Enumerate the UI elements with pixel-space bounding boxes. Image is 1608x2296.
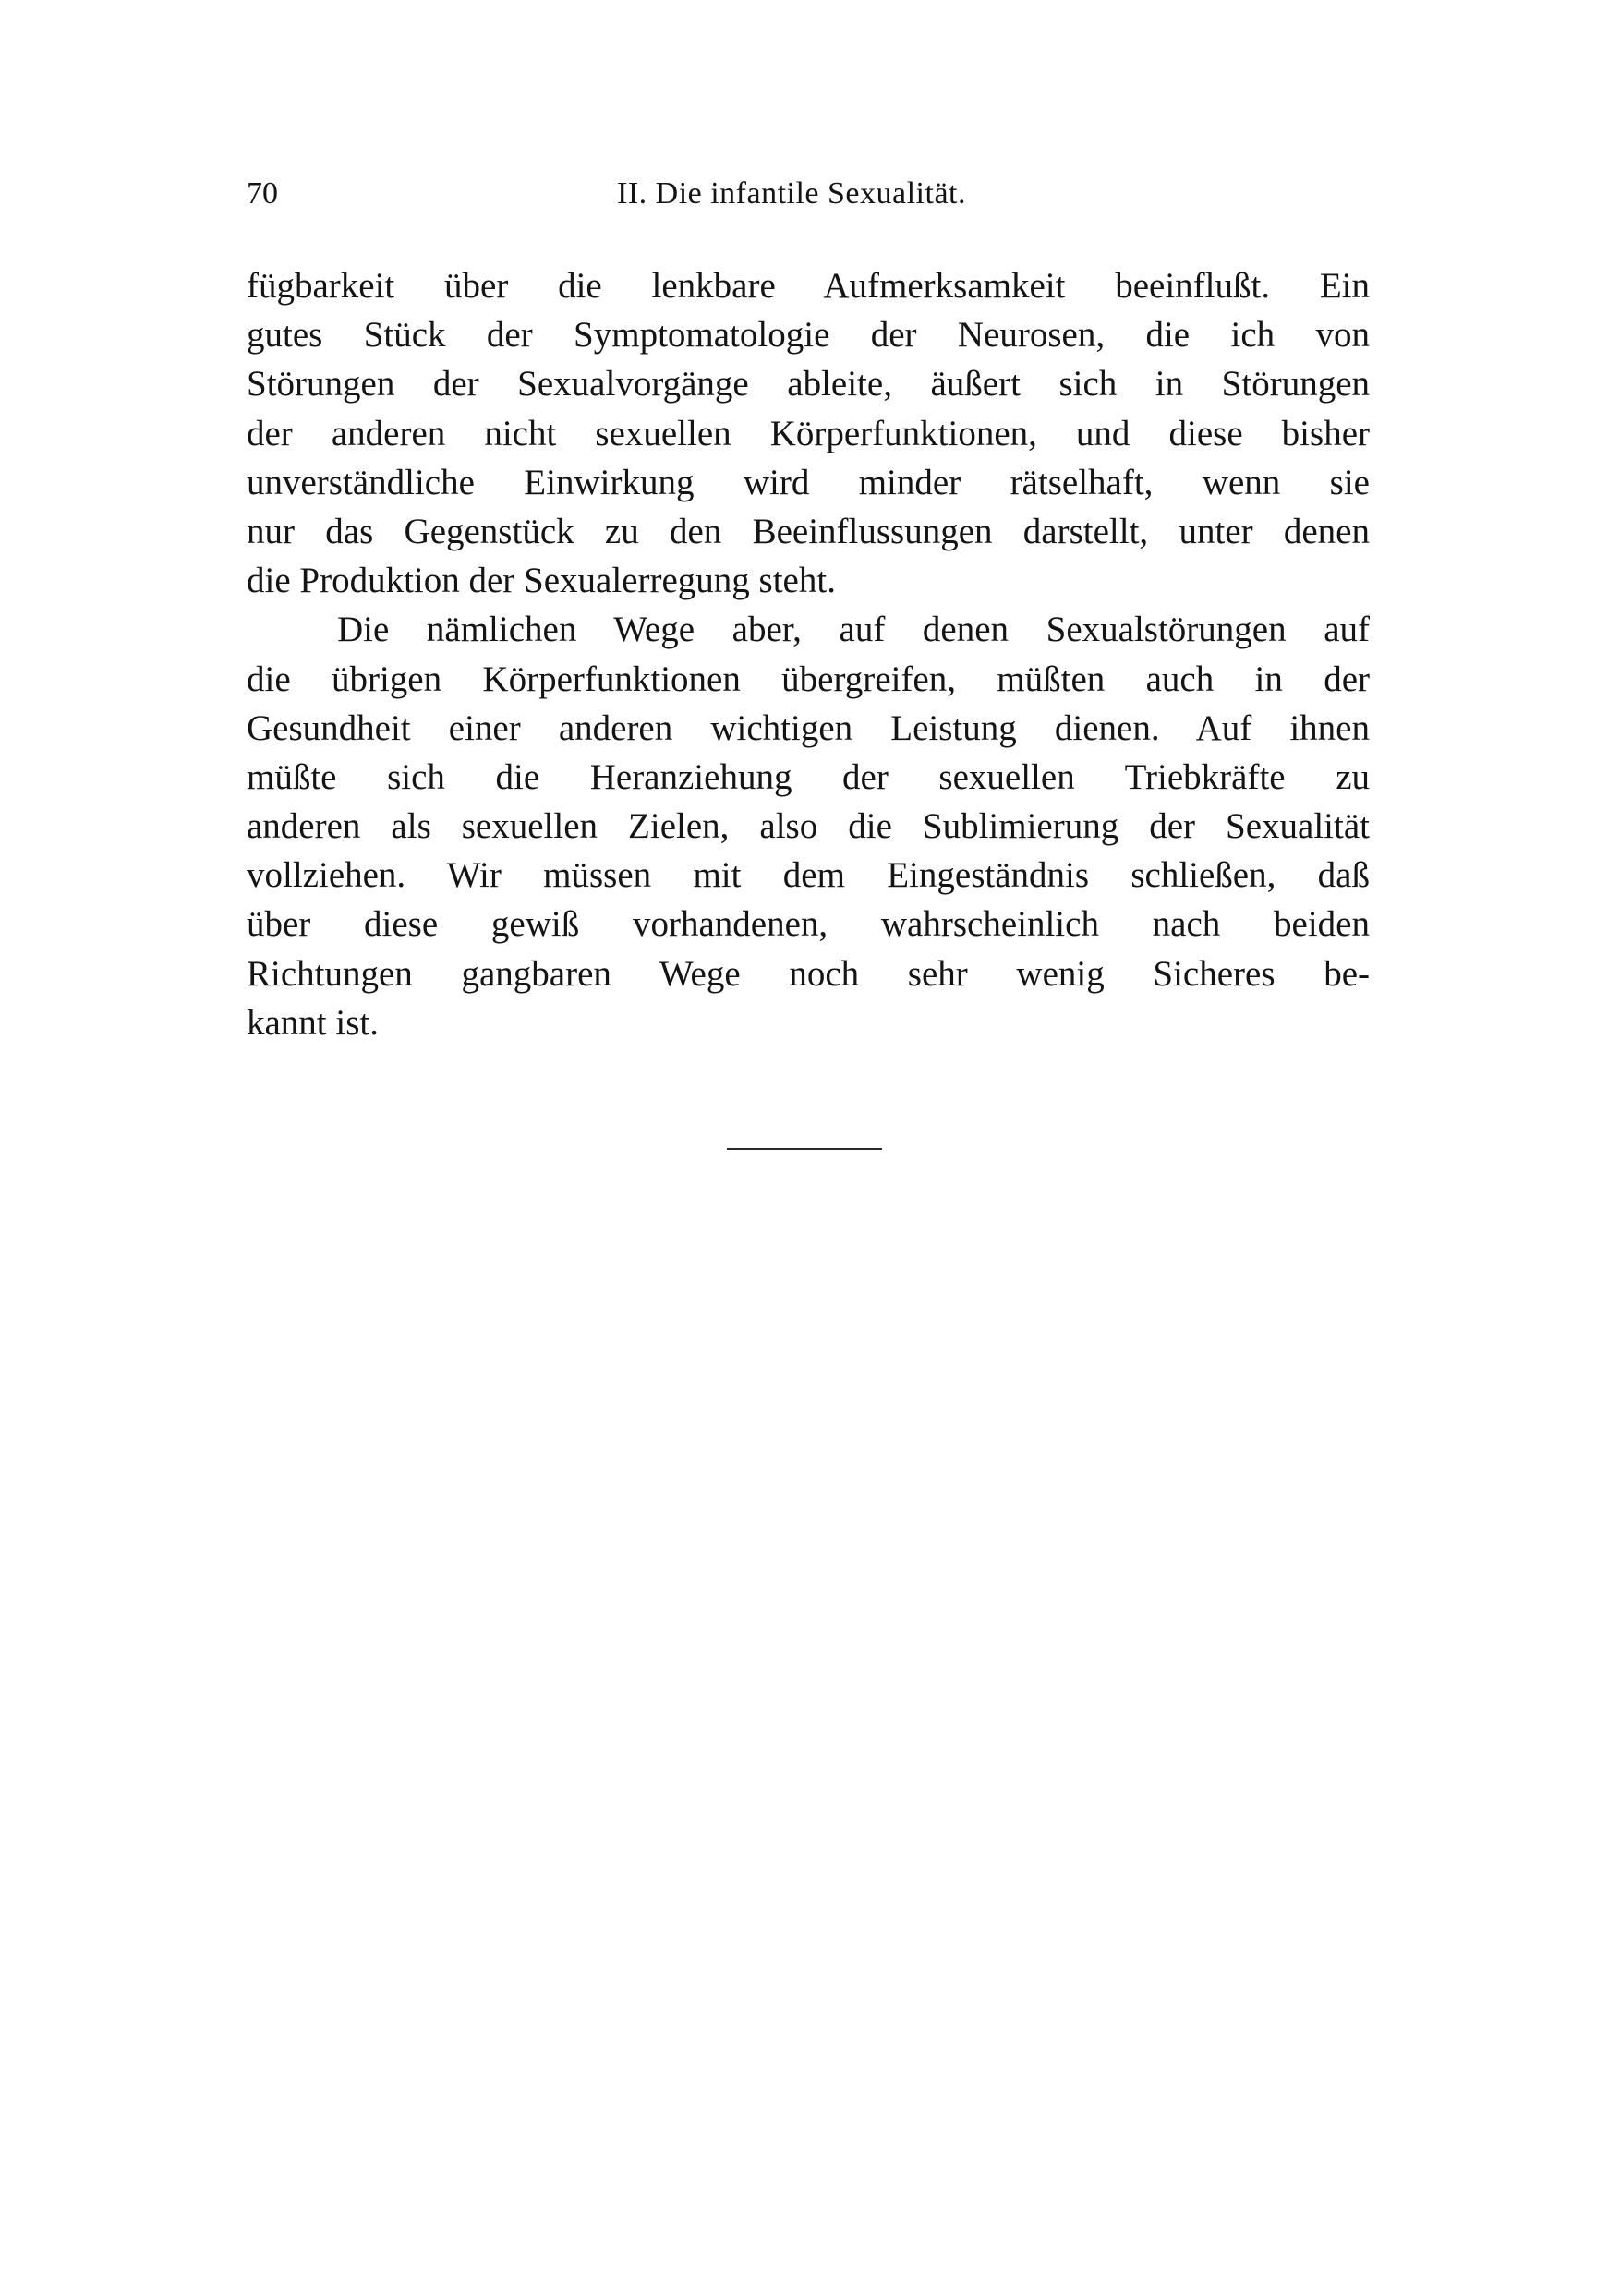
text-line: nur das Gegenstück zu den Beeinflussungen darstellt, unter denen	[247, 511, 1370, 551]
text-line: Richtungen gangbaren Wege noch sehr wenig Sicheres be-	[247, 953, 1370, 994]
page-number: 70	[247, 176, 278, 211]
text-line: anderen als sexuellen Zielen, also die Sublimierung der Sexualität	[247, 806, 1370, 847]
section-end-rule	[727, 1148, 882, 1150]
text-line: Gesundheit einer anderen wichtigen Leistung dienen. Auf ihnen	[247, 707, 1370, 748]
text-line: unverständliche Einwirkung wird minder rätselhaft, wenn sie	[247, 462, 1370, 502]
text-line: gutes Stück der Symptomatologie der Neurosen, die ich von	[247, 315, 1370, 356]
running-title: II. Die infantile Sexualität.	[617, 176, 966, 211]
text-line: der anderen nicht sexuellen Körperfunktionen, und diese bisher	[247, 413, 1370, 453]
text-line: über diese gewiß vorhandenen, wahrscheinlich nach beiden	[247, 904, 1370, 945]
text-line: fügbarkeit über die lenkbare Aufmerksamkeit beeinflußt. Ein	[247, 266, 1370, 306]
text-line: Störungen der Sexualvorgänge ableite, äußert sich in Störungen	[247, 364, 1370, 405]
paragraph-1	[247, 261, 1370, 605]
text-line: Die nämlichen Wege aber, auf denen Sexualstörungen auf	[337, 610, 1370, 650]
text-line: die übrigen Körperfunktionen übergreifen, müßten auch in der	[247, 659, 1370, 699]
text-line: müßte sich die Heranziehung der sexuellen Triebkräfte zu	[247, 756, 1370, 797]
text-line: die Produktion der Sexualerregung steht.	[247, 561, 836, 601]
body-text	[247, 261, 1370, 1047]
text-line: vollziehen. Wir müssen mit dem Eingeständnis schließen, daß	[247, 855, 1370, 896]
paragraph-2	[247, 605, 1370, 1047]
text-line: kannt ist.	[247, 1002, 379, 1043]
